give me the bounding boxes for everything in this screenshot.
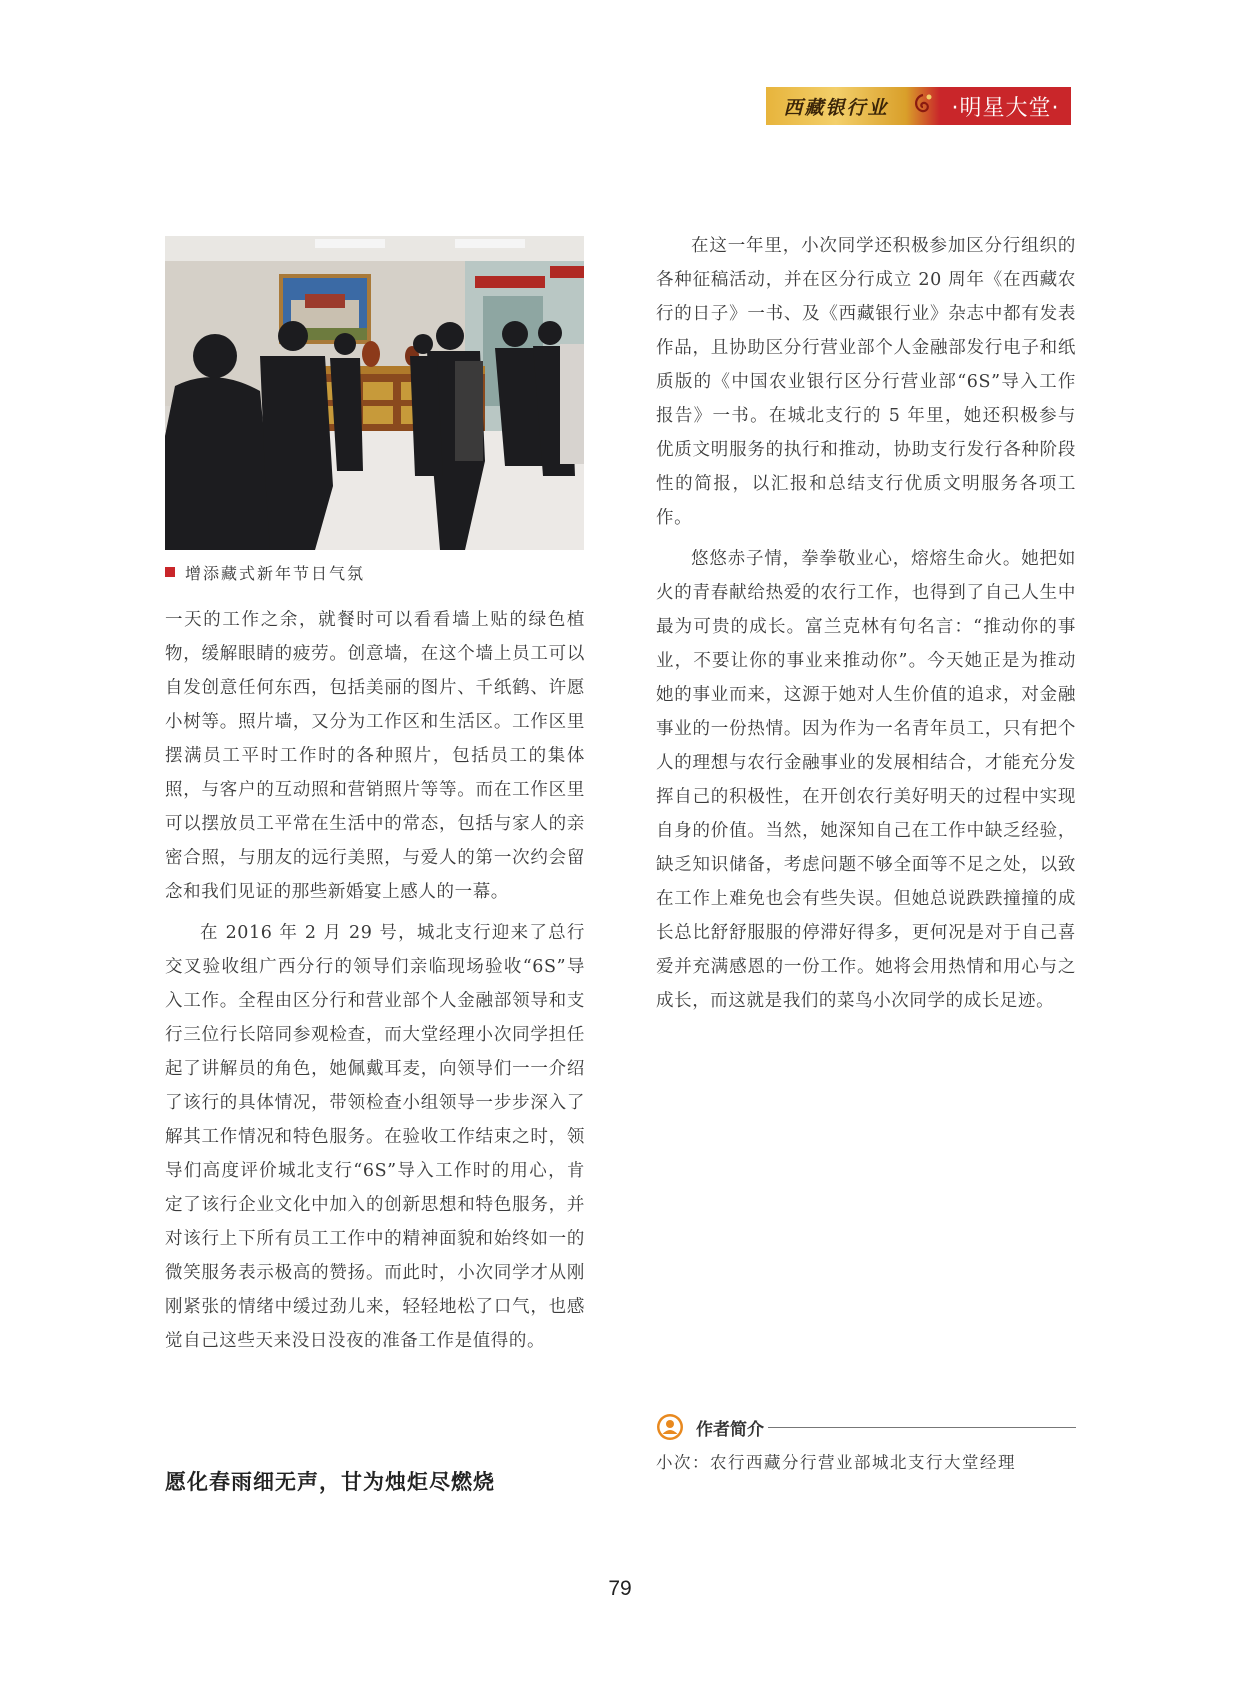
- paragraph: 一天的工作之余，就餐时可以看看墙上贴的绿色植物，缓解眼睛的疲劳。创意墙，在这个墙上员工可以自发创意任何东西，包括美丽的图片、千纸鹤、许愿小树等。照片墙，又分为工作区和生活区。工作区里摆满员工平时工作时的各种照片，包括员工的集体照，与客户的互动照和营销照片等等。而在工作区里可以摆放员工平常在生活中的常态，包括与家人的亲密合照，与朋友的远行美照，与爱人的第一次约会留念和我们见证的那些新婚宴上感人的一幕。: [165, 610, 585, 902]
- divider: [768, 1427, 1076, 1428]
- section-subheading: 愿化春雨细无声，甘为烛炬尽燃烧: [165, 1470, 495, 1494]
- author-info: 小次：农行西藏分行营业部城北支行大堂经理: [656, 1453, 1016, 1472]
- left-column: [165, 603, 585, 1358]
- person-icon: [656, 1413, 684, 1441]
- header-banner: [766, 87, 1071, 125]
- author-title: 作者简介: [696, 1419, 764, 1440]
- article-photo: [165, 236, 584, 550]
- paragraph: 在这一年里，小次同学还积极参加区分行组织的各种征稿活动，并在区分行成立 20 周年《在西藏农行的日子》一书、及《西藏银行业》杂志中都有发表作品，且协助区分行营业部个人金融部发行电子和纸质版的《中国农业银行区分行营业部“6S”导入工作报告》一书。在城北支行的 5 年里，她还积极参与优质文明服务的执行和推动，协助支行发行各种阶段性的简报，以汇报和总结支行优质文明服务各项工作。: [656, 236, 1076, 528]
- caption-bullet-icon: [165, 567, 175, 577]
- right-column: [656, 229, 1076, 1018]
- photo-caption: [165, 560, 585, 584]
- paragraph: 悠悠赤子情，拳拳敬业心，熔熔生命火。她把如火的青春献给热爱的农行工作，也得到了自己人生中最为可贵的成长。富兰克林有句名言：“推动你的事业，不要让你的事业来推动你”。今天她正是为推动她的事业而来，这源于她对人生价值的追求，对金融事业的一份热情。因为作为一名青年员工，只有把个人的理想与农行金融事业的发展相结合，才能充分发挥自己的积极性，在开创农行美好明天的过程中实现自身的价值。当然，她深知自己在工作中缺乏经验，缺乏知识储备，考虑问题不够全面等不足之处，以致在工作上难免也会有些失误。但她总说跌跌撞撞的成长总比舒舒服服的停滞好得多，更何况是对于自己喜爱并充满感恩的一份工作。她将会用热情和用心与之成长，而这就是我们的菜鸟小次同学的成长足迹。: [656, 549, 1076, 1011]
- magazine-name: 西藏银行业: [766, 87, 906, 125]
- caption-text: 增添藏式新年节日气氛: [185, 563, 366, 583]
- page-number: 79: [608, 1577, 632, 1600]
- author-header: [656, 1412, 1076, 1442]
- column-name: ·明星大堂·: [940, 87, 1071, 125]
- paragraph: 在 2016 年 2 月 29 号，城北支行迎来了总行交叉验收组广西分行的领导们亲临现场验收“6S”导入工作。全程由区分行和营业部个人金融部领导和支行三位行长陪同参观检查，而大堂经理小次同学担任起了讲解员的角色，她佩戴耳麦，向领导们一一介绍了该行的具体情况，带领检查小组领导一步步深入了解其工作情况和特色服务。在验收工作结束之时，领导们高度评价城北支行“6S”导入工作时的用心，肯定了该行企业文化中加入的创新思想和特色服务，并对该行上下所有员工工作中的精神面貌和始终如一的微笑服务表示极高的赞扬。而此时，小次同学才从刚刚紧张的情绪中缓过劲儿来，轻轻地松了口气，也感觉自己这些天来没日没夜的准备工作是值得的。: [165, 923, 585, 1351]
- swirl-ornament-icon: [906, 87, 940, 125]
